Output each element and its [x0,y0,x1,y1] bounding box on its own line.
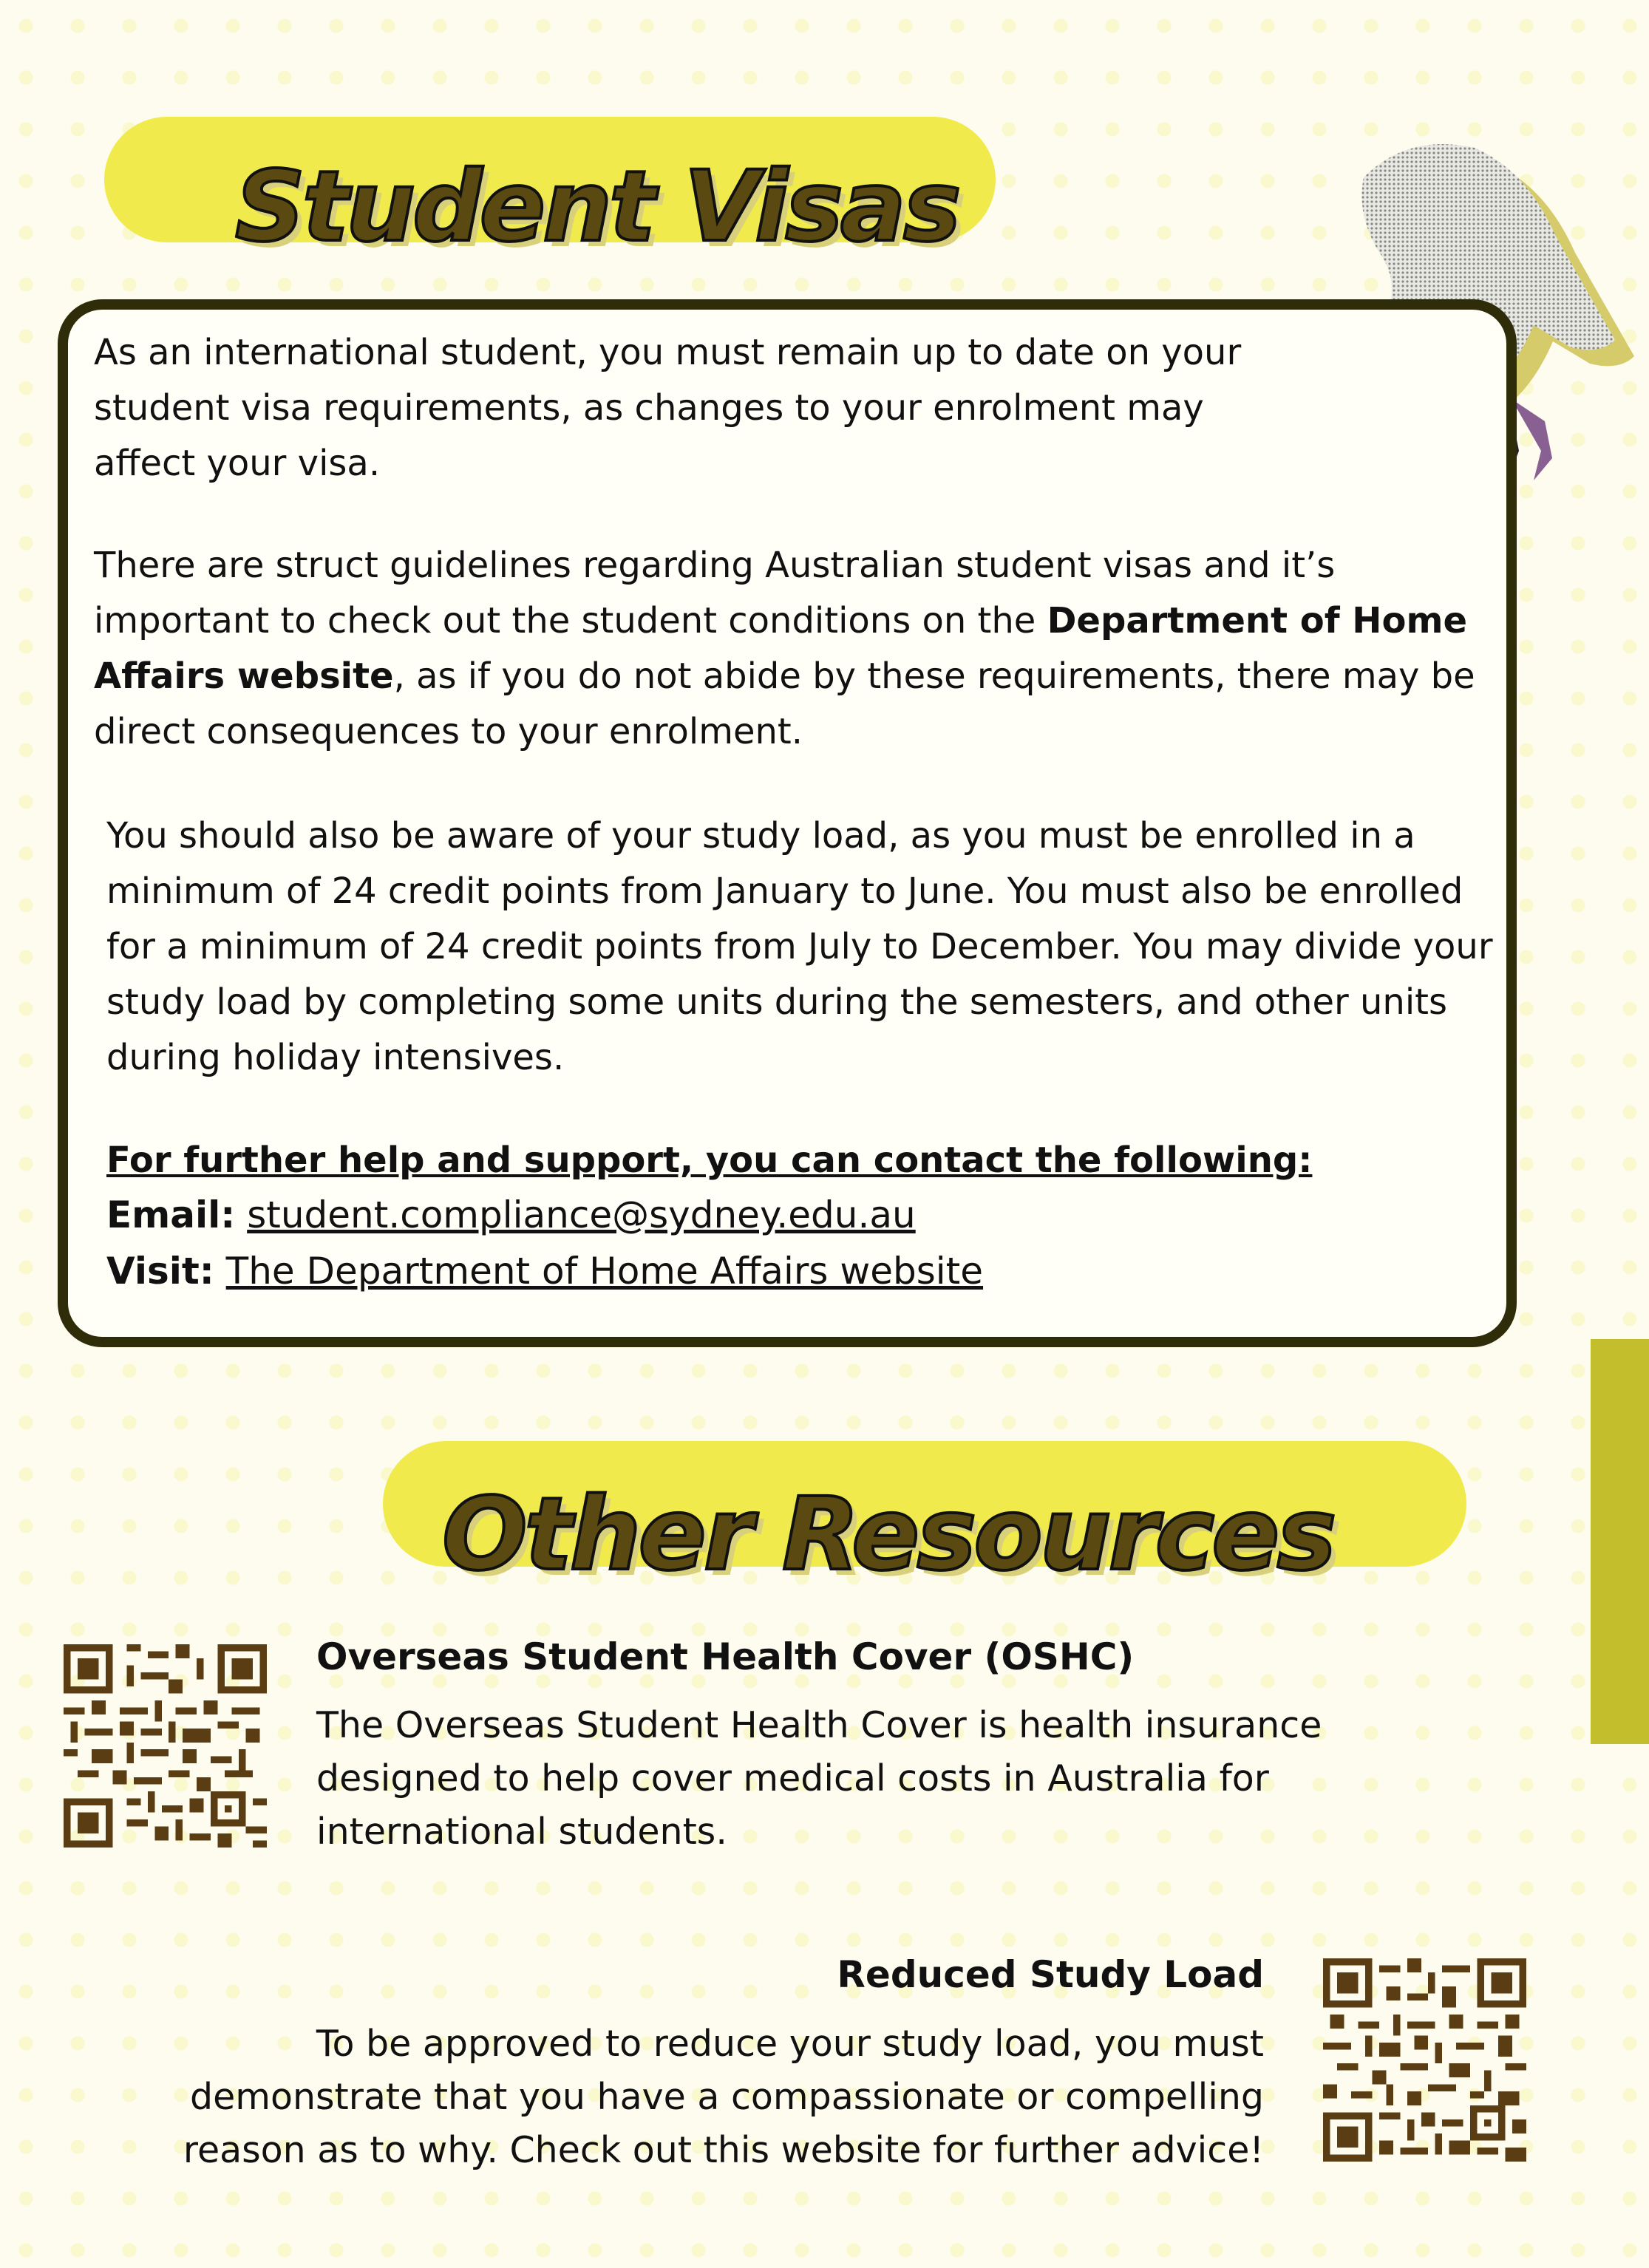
oshc-title: Overseas Student Health Cover (OSHC) [316,1635,1135,1678]
visa-paragraph-3: You should also be aware of your study load, as you must be enrolled in a minimum of 24 credit points from January to June. You must also be enrolled for a minimum of 24 credit points from July to December. You may divide your study load by completing some units during the semesters, and other units during holiday intensives. [106,815,1493,1078]
oshc-qr-code-icon[interactable] [64,1644,267,1848]
contact-heading: For further help and support, you can contact the following: [106,1140,1313,1181]
reduced-study-load-qr-code-icon[interactable] [1323,1958,1526,2162]
oshc-description: The Overseas Student Health Cover is health insurance designed to help cover medical costs in Australia for international students. [316,1704,1322,1853]
visas-title: Student Visas [235,150,959,264]
email-link[interactable]: student.compliance@sydney.edu.au [247,1193,916,1236]
home-affairs-link-text: Department of Home Affairs website [94,600,1468,697]
visa-paragraph-2-text-b: , as if you do not abide by these requirements, there may be direct consequences to your enrolment. [94,655,1475,752]
home-affairs-link[interactable]: The Department of Home Affairs website [225,1250,984,1293]
contact-visit [106,1244,983,1298]
visa-paragraph-1: As an international student, you must remain up to date on your student visa requirements, as changes to your enrolment may affect your visa. [94,332,1242,484]
visit-label: Visit: [106,1250,214,1293]
visa-paragraph-2 [94,538,1498,760]
contact-email [106,1188,916,1242]
resources-title: Other Resources [442,1477,1334,1593]
email-label: Email: [106,1193,236,1236]
reduced-study-load-description: To be approved to reduce your study load, you must demonstrate that you have a compassionate or compelling reason as to why. Check out this website for further advice! [183,2023,1264,2171]
visa-paragraph-2-text-a: There are struct guidelines regarding Australian student visas and it’s important to check out the student conditions on the [94,545,1336,641]
reduced-study-load-title: Reduced Study Load [837,1953,1264,1996]
side-tab-decoration [1591,1339,1649,1744]
